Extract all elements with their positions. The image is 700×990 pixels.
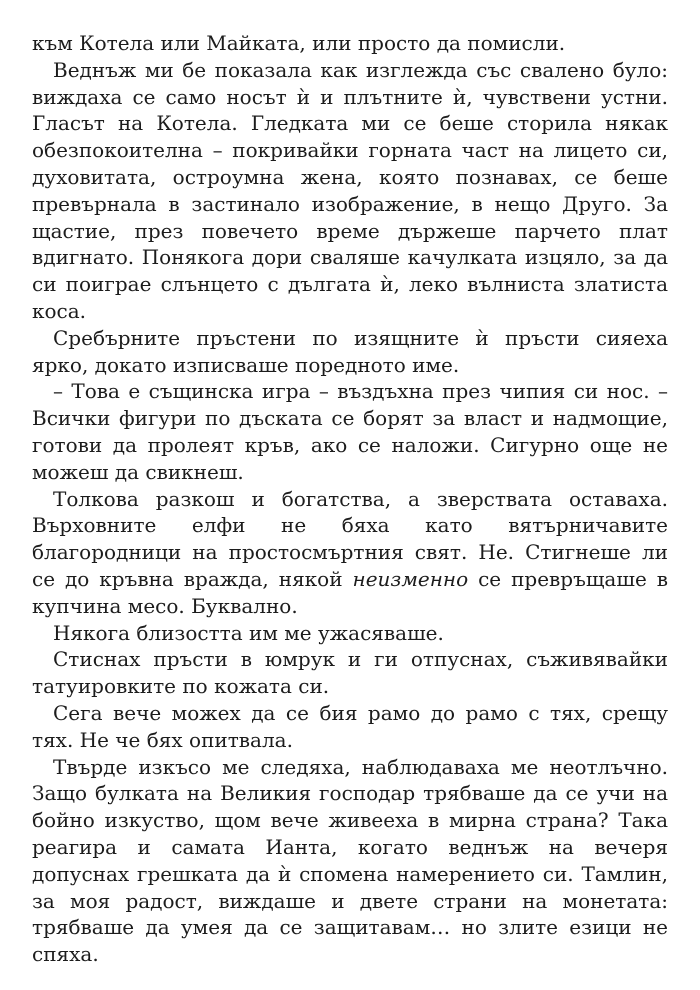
paragraph-segment: се превръщаше в купчина месо. Буквално. (32, 566, 668, 618)
paragraph: Стиснах пръсти в юмрук и ги отпуснах, съживявайки татуировките по кожата си. (32, 647, 668, 699)
emphasis-text: неизменно (352, 566, 469, 591)
text-body (32, 30, 668, 968)
paragraph: към Котела или Майката, или просто да помисли. (32, 31, 566, 55)
paragraph: Твърде изкъсо ме следяха, наблюдаваха ме неотлъчно. Защо булката на Великия господар трябваше да се учи на бойно изкуство, щом вече живееха в мирна страна? Така реагира и самата Ианта, когато веднъж на вечеря допуснах грешката да ѝ спомена намерението си. Тамлин, за моя радост, виждаше и двете страни на монетата: трябваше да умея да се защитавам… но злите езици не спяха. (32, 754, 668, 967)
paragraph (32, 486, 668, 620)
paragraph: Веднъж ми бе показала как изглежда със свалено було: виждаха се само носът ѝ и плътните ѝ, чувствени устни. Гласът на Котела. Гледката ми се беше сторила някак обезпокоителна – покривайки горната част на лицето си, духовитата, остроумна жена, която познавах, се беше превърнала в застинало изображение, в нещо Друго. За щастие, през повечето време държеше парчето плат вдигнато. Понякога дори сваляше качулката изцяло, за да си поиграе слънцето с дългата ѝ, леко вълниста златиста коса. (32, 57, 668, 323)
paragraph: – Това е същинска игра – въздъхна през чипия си нос. – Всички фигури по дъската се борят за власт и надмощие, готови да пролеят кръв, ако се наложи. Сигурно още не можеш да свикнеш. (32, 379, 668, 484)
paragraph: Сега вече можех да се бия рамо до рамо с тях, срещу тях. Не че бях опитвала. (32, 700, 668, 752)
paragraph: Сребърните пръстени по изящните ѝ пръсти сияеха ярко, докато изписваше поредното име. (32, 325, 668, 377)
paragraph: Някога близостта им ме ужасяваше. (53, 620, 444, 645)
paragraph-segment: Толкова разкош и богатства, а зверствата оставаха. Върховните елфи не бяха като вятърничавите благородници на простосмъртния свят. Не. Стигнеше ли се до кръвна вражда, някой (32, 486, 668, 591)
